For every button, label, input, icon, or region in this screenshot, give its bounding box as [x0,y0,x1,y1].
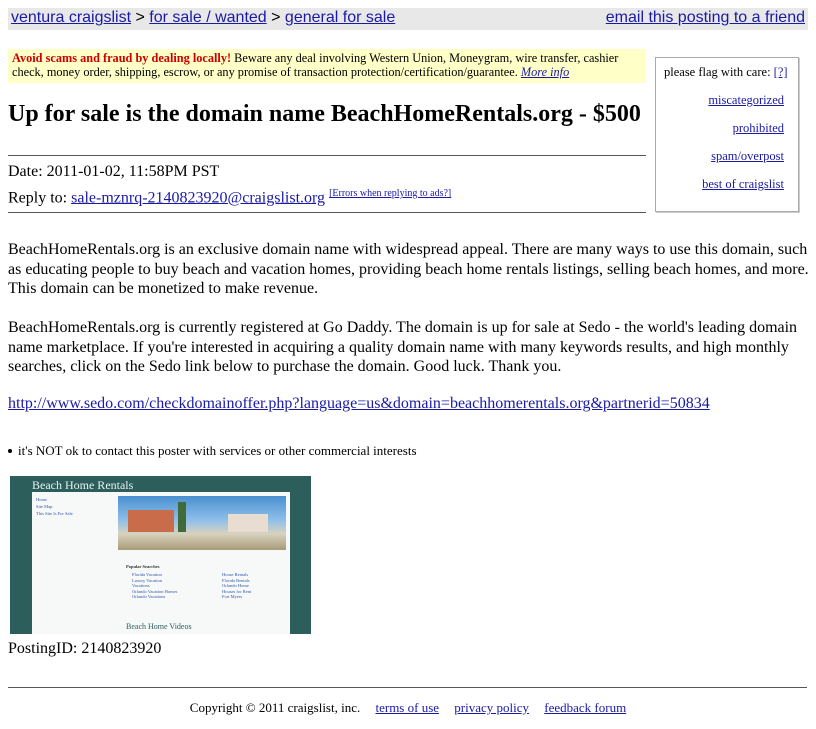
thumbnail-page [32,492,290,634]
thumbnail-link: Orlando Vacation Homes [132,588,178,594]
commercial-notice-text: it's NOT ok to contact this poster with services or other commercial interests [18,443,417,458]
scam-warning [8,49,646,83]
thumbnail-section-title: Popular Searches [126,564,160,569]
reply-label: Reply to: [8,189,72,207]
breadcrumb-section-link[interactable]: for sale / wanted [149,9,267,26]
thumbnail-link: House Rentals [222,572,249,577]
thumbnail-link: Orlando Home [222,583,249,588]
thumbnail-link: Florida Vacation [132,572,162,577]
palm-tree-shape [178,502,186,532]
breadcrumb-category-link[interactable]: general for sale [284,9,396,26]
bullet-dot [8,449,12,453]
house-shape [228,514,268,532]
warning-text: Beware any deal involving Western Union, Moneygram, wire transfer, cashier check, money order, shipping, escrow, or any promise of transaction protection/certification/guarantee. [12,51,619,79]
thumbnail-link: Fort Myers [222,594,243,599]
posting-date [8,163,219,181]
flag-heading-text: please flag with care: [664,65,771,79]
date-label: Date: [8,163,47,180]
house-shape [128,510,174,532]
thumbnail-link: Luxury Vacation [132,577,163,583]
breadcrumb [11,9,395,27]
reply-email-link[interactable]: sale-mznrq-2140823920@craigslist.org [71,189,326,207]
header-divider [8,212,646,213]
flag-spam-link[interactable]: spam/overpost [711,149,784,163]
posting-id: PostingID: 2140823920 [8,640,162,657]
warning-lead: Avoid scams and fraud by dealing locally! [12,51,232,65]
breadcrumb-separator: > [266,9,285,26]
flag-heading [664,65,788,80]
flag-box [655,57,799,212]
sedo-link[interactable]: http://www.sedo.com/checkdomainoffer.php?language=us&domain=beachhomerentals.org&partnerid=50834 [8,395,710,412]
thumbnail-nav [36,496,114,517]
terms-of-use-link[interactable]: terms of use [375,700,440,715]
title-divider [8,155,646,156]
breadcrumb-site-link[interactable]: ventura craigslist [11,9,132,26]
posting-title: Up for sale is the domain name BeachHomeRentals.org - $500 [8,101,641,127]
posting-body-paragraph: BeachHomeRentals.org is currently registered at Go Daddy. The domain is up for sale at Sedo - the world's leading domain name marketplace. If you're interested in acquiring a quality domain name with many keywords results, and high monthly searches, click on the Sedo link below to purchase the domain. Good luck. Thank you. [8,319,798,375]
more-info-link[interactable]: More info [520,65,570,79]
footer [0,700,816,716]
thumbnail-videos-heading: Beach Home Videos [126,622,192,631]
listing-image[interactable] [10,476,311,634]
thumbnail-link: Orlando Vacations [132,594,166,599]
thumbnail-link: Florida Rentals [222,577,250,583]
thumbnail-link-column [132,572,177,600]
breadcrumb-separator: > [131,9,150,26]
flag-help-link[interactable]: [?] [773,65,788,79]
email-posting-link[interactable]: email this posting to a friend [605,9,805,26]
flag-miscategorized-link[interactable]: miscategorized [708,93,784,107]
thumbnail-link: Vacations [132,583,150,588]
commercial-notice [8,443,417,459]
beach-house-photo [118,496,286,550]
copyright-text: Copyright © 2011 craigslist, inc. [189,700,361,715]
thumbnail-nav-item: Home [36,497,47,502]
flag-best-of-link[interactable]: best of craigslist [702,177,784,191]
top-bar [8,8,808,30]
footer-divider [8,687,807,688]
feedback-forum-link[interactable]: feedback forum [544,700,627,715]
thumbnail-nav-item: This Site Is For Sale [36,511,73,516]
reply-to [8,184,451,207]
date-value: 2011-01-02, 11:58PM PST [46,163,220,180]
thumbnail-site-title: Beach Home Rentals [32,478,134,492]
thumbnail-link: Houses for Rent [222,588,252,594]
reply-errors-link[interactable]: [Errors when replying to ads?] [329,188,452,199]
posting-body-paragraph: BeachHomeRentals.org is an exclusive domain name with widespread appeal. There are many ways to use this domain, such as educating people to buy beach and vacation homes, providing beach home rentals listings, selling beach homes, and more. This domain can be monetized to make revenue. [8,241,809,297]
thumbnail-link-column [222,572,251,600]
thumbnail-nav-item: Site Map [36,504,53,509]
privacy-policy-link[interactable]: privacy policy [454,700,530,715]
flag-prohibited-link[interactable]: prohibited [732,121,784,135]
